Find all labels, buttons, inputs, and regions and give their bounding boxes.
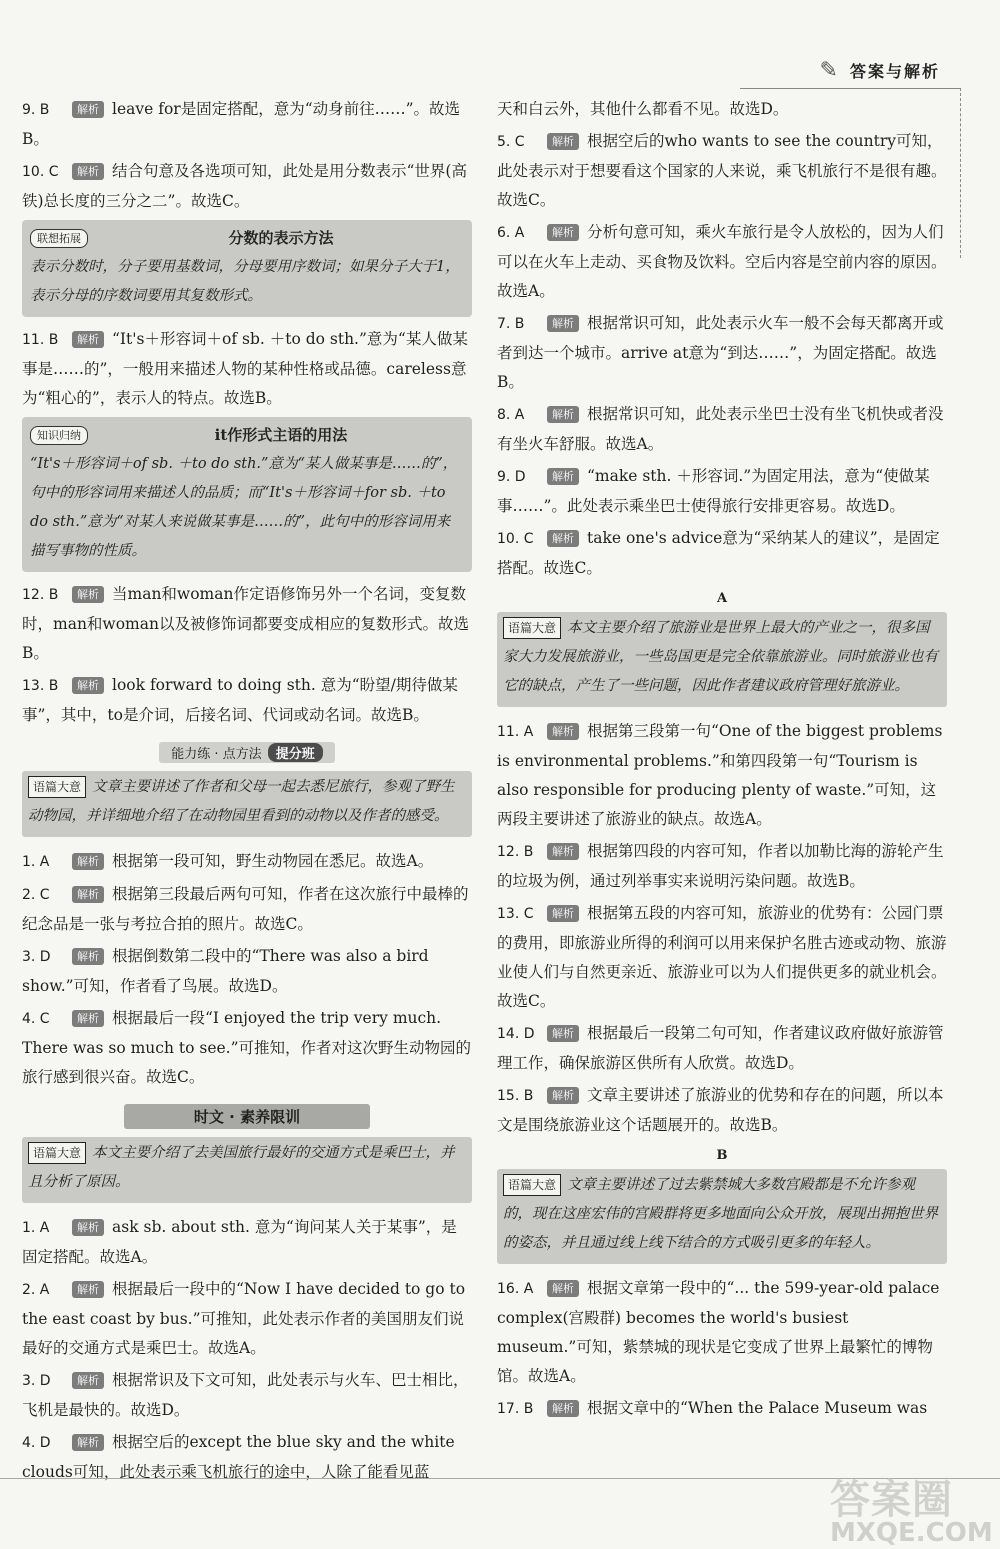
answer-item: 14. D 解析 根据最后一段第二句可知，作者建议政府做好旅游管理工作，确保旅游区供所有人欣赏。故选D。: [497, 1024, 944, 1072]
section-heading-reading: 时文 · 素养限训: [22, 1104, 472, 1129]
left-column: [22, 95, 472, 1490]
section-badge: 提分班: [268, 743, 323, 762]
answer-item: 4. D 解析 根据空后的except the blue sky and the white clouds可知，此处表示乘飞机旅行的途中，人除了能看见蓝: [22, 1433, 455, 1481]
answer-item: 17. B 解析 根据文章中的“When the Palace Museum was: [497, 1399, 928, 1417]
answer-item: 11. B 解析 “It's＋形容词＋of sb. ＋to do sth.”意为“某人做某事是……的”，一般用来描述人物的某种性格或品德。careless意为“粗心的”，表示人的特点。故选B。: [22, 330, 468, 407]
section-heading-ability: 能力练 · 点方法 提分班: [22, 742, 472, 763]
answer-item: 6. A 解析 分析句意可知，乘火车旅行是令人放松的，因为人们可以在火车上走动、买食物及饮料。空后内容是空前内容的原因。故选A。: [497, 223, 947, 300]
answer-item: 3. D 解析 根据倒数第二段中的“There was also a bird show.”可知，作者看了鸟展。故选D。: [22, 947, 429, 995]
answer-item: 16. A 解析 根据文章第一段中的“... the 599-year-old palace complex(宫殿群) becomes the world's busiest museum.”可知，紫禁城的现状是它变成了世界上最繁忙的博物馆。故选A。: [497, 1279, 940, 1385]
answer-item: 3. D 解析 根据常识及下文可知，此处表示与火车、巴士相比，飞机是最快的。故选D。: [22, 1371, 469, 1419]
summary-text: 文章主要讲述了作者和父母一起去悉尼旅行，参观了野生动物园，并详细地介绍了在动物园里看到的动物以及作者的感受。: [28, 779, 455, 824]
answer-item: 10. C 解析 take one's advice意为“采纳某人的建议”，是固定搭配。故选C。: [497, 529, 940, 577]
summary-label: 语篇大意: [28, 1142, 86, 1164]
pencil-icon: ✎: [819, 58, 838, 83]
passage-summary: [22, 1137, 472, 1203]
decorative-bracket: [950, 88, 961, 258]
header-rule: [740, 88, 960, 89]
tip-box-it-subject: [22, 417, 472, 572]
tip-box-fractions: [22, 220, 472, 317]
answer-item: 8. A 解析 根据常识可知，此处表示坐巴士没有坐飞机快或者没有坐火车舒服。故选A。: [497, 405, 944, 453]
answer-item: 4. C 解析 根据最后一段“I enjoyed the trip very much. There was so much to see.”可推知，作者对这次野生动物园的旅行感到很兴奋。故选C。: [22, 1009, 472, 1086]
summary-text: 本文主要介绍了去美国旅行最好的交通方式是乘巴士，并且分析了原因。: [28, 1145, 455, 1190]
left-items-a: [22, 95, 472, 216]
passage-summary: [497, 612, 947, 707]
summary-text: 本文主要介绍了旅游业是世界上最大的产业之一，很多国家大力发展旅游业，一些岛国更是完全依靠旅游业。同时旅游业也有它的缺点，产生了一些问题，因此作者建议政府管理好旅游业。: [503, 620, 938, 694]
tip-box-label: 知识归纳: [30, 426, 88, 445]
summary-label: 语篇大意: [28, 776, 86, 798]
passage-summary: [22, 771, 472, 837]
answer-item: 13. C 解析 根据第五段的内容可知，旅游业的优势有：公园门票的费用，即旅游业所得的利润可以用来保护名胜古迹或动物、旅游业使人们与自然更亲近、旅游业可以为人们提供更多的就业机会。故选C。: [497, 904, 947, 1010]
summary-label: 语篇大意: [503, 617, 561, 639]
watermark-url: MXQE.COM: [830, 1518, 993, 1548]
summary-text: 文章主要讲述了过去紫禁城大多数宫殿都是不允许参观的，现在这座宏伟的宫殿群将更多地面向公众开放，展现出拥抱世界的姿态，并且通过线上线下结合的方式吸引更多的年轻人。: [503, 1177, 938, 1251]
right-column: [497, 95, 947, 1427]
watermark-logo: 答案圈: [830, 1477, 953, 1523]
answer-item: 7. B 解析 根据常识可知，此处表示火车一般不会每天都离开或者到达一个城市。arrive at意为“到达……”，为固定搭配。故选B。: [497, 314, 944, 391]
passage-summary: [497, 1169, 947, 1264]
answer-item: 12. B 解析 根据第四段的内容可知，作者以加勒比海的游轮产生的垃圾为例，通过列举事实来说明污染问题。故选B。: [497, 842, 944, 890]
tip-box-text: “It's＋形容词＋of sb. ＋to do sth.”意为“某人做某事是……的”，句中的形容词用来描述人的品质；而“It's＋形容词＋for sb. ＋to do sth.”意为“对某人来说做某事是……的”，此句中的形容词用来描写事物的性质。: [30, 456, 458, 559]
answer-item: 10. C 解析 结合句意及各选项可知，此处是用分数表示“世界(高铁)总长度的三分之二”。故选C。: [22, 162, 467, 210]
summary-label: 语篇大意: [503, 1174, 561, 1196]
page-header: [820, 58, 940, 83]
answer-item: 9. D 解析 “make sth. ＋形容词.”为固定用法，意为“使做某事……”。此处表示乘坐巴士使得旅行安排更容易。故选D。: [497, 467, 930, 515]
answer-item: 5. C 解析 根据空后的who wants to see the country可知，此处表示对于想要看这个国家的人来说，乘飞机旅行不是很有趣。故选C。: [497, 132, 947, 209]
answer-item: 1. A 解析 ask sb. about sth. 意为“询问某人关于某事”，是固定搭配。故选A。: [22, 1218, 457, 1266]
tip-box-label: 联想拓展: [30, 229, 88, 248]
answer-item: 1. A 解析 根据第一段可知，野生动物园在悉尼。故选A。: [22, 852, 434, 870]
answer-item: 12. B 解析 当man和woman作定语修饰另外一个名词，变复数时，man和woman以及被修饰词都要变成相应的复数形式。故选B。: [22, 585, 469, 662]
answer-item: 2. A 解析 根据最后一段中的“Now I have decided to go to the east coast by bus.”可推知，此处表示作者的美国朋友们说最好的交通方式是乘巴士。故选A。: [22, 1280, 466, 1357]
answer-item: 9. B 解析 leave for是固定搭配，意为“动身前往……”。故选B。: [22, 100, 461, 148]
header-title: 答案与解析: [849, 62, 940, 81]
tip-box-text: 表示分数时，分子要用基数词，分母要用序数词；如果分子大于1，表示分母的序数词要用其复数形式。: [30, 259, 460, 304]
tip-box-title: 分数的表示方法: [228, 229, 334, 247]
tip-box-title: it作形式主语的用法: [214, 426, 348, 444]
answer-item: 15. B 解析 文章主要讲述了旅游业的优势和存在的问题，所以本文是围绕旅游业这个话题展开的。故选B。: [497, 1086, 944, 1134]
passage-letter-a: A: [716, 591, 728, 606]
answer-item: 13. B 解析 look forward to doing sth. 意为“盼望/期待做某事”，其中，to是介词，后接名词、代词或动名词。故选B。: [22, 676, 458, 724]
continued-text: 天和白云外，其他什么都看不见。故选D。: [497, 100, 789, 118]
passage-letter-b: B: [716, 1148, 728, 1163]
answer-item: 11. A 解析 根据第三段第一句“One of the biggest problems is environmental problems.”和第四段第一句“Tourism is also responsible for producing plenty of waste.”可知，这两段主要讲述了旅游业的缺点。故选A。: [497, 722, 943, 828]
answer-item: 2. C 解析 根据第三段最后两句可知，作者在这次旅行中最棒的纪念品是一张与考拉合拍的照片。故选C。: [22, 885, 469, 933]
